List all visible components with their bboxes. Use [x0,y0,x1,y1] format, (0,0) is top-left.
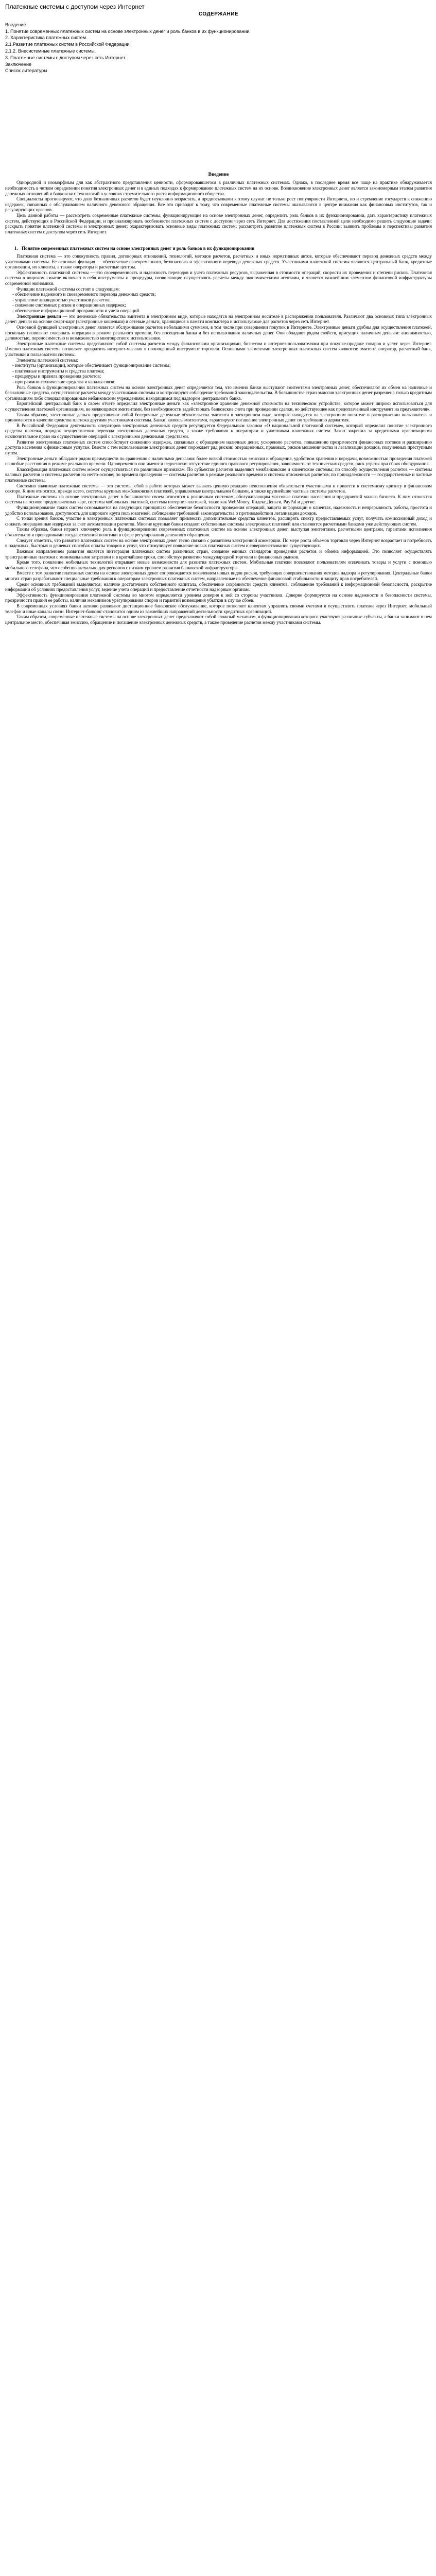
toc-item[interactable]: 3. Платежные системы с доступом через сеть Интернет. [5,55,127,60]
list-item: - снижение системных рисков и операционных издержек; [12,302,126,308]
paragraph: С точки зрения банков, участие в электронных платежных системах позволяет привлекать дополнительные средства клиентов, расширять спектр предоставляемых услуг, получать комиссионный доход и снижать операционные издержки за счет автоматизации расчетов. Многие крупные банки создают собственные системы электронных платежей или становятся расчетными банками уже действующих систем. [5,516,432,527]
paragraph: Основной функцией электронных денег является обслуживание расчетов небольшими суммами, в том числе при совершении покупок в Интернете. Электронные деньги удобны для осуществления платежей, поскольку позволяют совершать операции в режиме реального времени, без посещения банка и без использования наличных денег. Они обладают рядом свойств, присущих наличным деньгам: анонимностью, делимостью, переносимостью и возможностью многократного использования. [5,324,432,341]
paragraph: Среди основных требований выделяются: наличие достаточного собственного капитала, обеспечение сохранности средств клиентов, соблюдение требований к информационной безопасности, раскрытие информации об условиях предоставления услуг, ведение учета операций и предоставление отчетности надзорным органам. [5,581,432,592]
toc-item[interactable]: 2.1.Развитие платежных систем в Российской Федерации. [5,42,131,47]
toc-item[interactable]: Введение [5,22,26,27]
section-title: Понятие современных платежных систем на основе электронных денег и роль банков в их функционировании [22,246,255,251]
paragraph: Платежная система — это совокупность правил, договорных отношений, технологий, методов расчетов, расчетных и иных нормативных актов, которые обеспечивают перевод денежных средств между участниками системы. Ее основная функция — обеспечение своевременного, безопасного и эффективного перевода денежных средств. Участниками платежной системы являются центральный банк, кредитные организации, их клиенты, а также операторы и расчетные центры. [5,253,432,270]
paragraph: Цель данной работы — рассмотреть современные платежные системы, функционирующие на основе электронных денег, определить роль банков в их функционировании, дать характеристику платежных систем, действующих в Российской Федерации, и проанализировать особенности платежных систем с доступом через сеть Интернет. Для достижения поставленной цели необходимо решить следующие задачи: раскрыть понятие платежной системы и электронных денег; охарактеризовать основные виды платежных систем; рассмотреть развитие платежных систем в России; выявить проблемы и перспективы развития платежных систем с доступом через сеть Интернет. [5,212,432,234]
paragraph: Элементы платежной системы: [16,357,78,363]
toc-item[interactable]: 2.1.2. Внесистемные платежные системы. [5,48,96,54]
paragraph: В Российской Федерации деятельность операторов электронных денежных средств регулируется Федеральным законом «О национальной платежной системе», который определил понятие электронного средства платежа, порядок осуществления перевода электронных денежных средств, а также требования к операторам и участникам платежных систем. Закон закрепил за кредитными организациями исключительное право на осуществление операций с электронными денежными средствами. [5,422,432,439]
list-item: - обеспечение надежного и своевременного перевода денежных средств; [12,292,156,297]
paragraph: В современных условиях банки активно развивают дистанционное банковское обслуживание, которое позволяет клиентам управлять своими счетами и осуществлять платежи через Интернет, мобильный телефон и иные каналы связи. Интернет-банкинг становится одним из важнейших направлений деятельности кредитных организаций. [5,603,432,614]
list-item: - процедуры и правила проведения расчетов; [12,374,101,379]
paragraph: Эффективность функционирования платежной системы во многом определяется уровнем доверия к ней со стороны участников. Доверие формируется на основе надежности и безопасности системы, прозрачности правил ее работы, наличия механизмов урегулирования споров и гарантий возмещения убытков в случае сбоев. [5,592,432,603]
paragraph: Развитие электронных платежных систем способствует снижению издержек, связанных с обращением наличных денег, ускорению расчетов, повышению прозрачности финансовых потоков и расширению доступа населения к финансовым услугам. Вместе с тем использование электронных денег порождает ряд рисков: операционных, правовых, рисков мошенничества и легализации доходов, полученных преступным путем. [5,439,432,455]
list-item: - обеспечение информационной прозрачности и учета операций. [12,308,141,314]
paragraph: Следует отметить, что развитие платежных систем на основе электронных денег тесно связано с развитием электронной коммерции. По мере роста объемов торговли через Интернет возрастает и потребность в надежных, быстрых и дешевых способах оплаты товаров и услуг, что стимулирует появление новых платежных систем и совершенствование существующих. [5,537,432,549]
paragraph: Таким образом, банки играют ключевую роль в функционировании современных платежных систем на основе электронных денег, выступая эмитентами, расчетными центрами, гарантами исполнения обязательств и проводниками государственной политики в сфере регулирования денежного обращения. [5,527,432,538]
section-1-heading [14,246,432,251]
section-number: 1. [14,246,18,251]
paragraph: Системно значимые платежные системы — это системы, сбой в работе которых может вызвать цепную реакцию неисполнения обязательств участниками и привести к системному кризису в финансовом секторе. К ним относятся, прежде всего, системы крупных межбанковских платежей, управляемые центральными банками, а также крупнейшие частные системы расчетов. [5,483,432,494]
paragraph: Платежные системы на основе электронных денег в большинстве своем относятся к розничным системам, обслуживающим массовые платежи населения и предприятий малого бизнеса. К ним относятся системы на основе предоплаченных карт, системы мобильных платежей, системы интернет-платежей, такие как WebMoney, Яндекс.Деньги, PayPal и другие. [5,494,432,505]
table-of-contents [5,22,432,74]
toc-item[interactable]: 1. Понятие современных платежных систем на основе электронных денег и роль банков в их функционировании. [5,28,251,34]
toc-item[interactable]: 2. Характеристика платежных систем. [5,35,88,41]
introduction-section [5,172,432,234]
paragraph: Важным направлением развития является интеграция платежных систем различных стран, создание единых стандартов проведения расчетов и обмена информацией. Это позволяет осуществлять трансграничные платежи с минимальными затратами и в кратчайшие сроки, способствуя развитию международной торговли и финансовых рынков. [5,548,432,560]
paragraph: Таким образом, современные платежные системы на основе электронных денег представляют собой сложный механизм, в функционировании которого участвуют различные субъекты, а банки занимают в нем центральное место, обеспечивая эмиссию, обращение и погашение электронных денежных средств, а также проведение расчетов между участниками системы. [5,614,432,625]
paragraph: Функции платежной системы состоят в следующем: [16,286,120,292]
paragraph: Классификация платежных систем может осуществляться по различным признакам. По субъектам расчетов выделяют межбанковские и клиентские системы; по способу осуществления расчетов — системы валовых расчетов и системы расчетов на нетто-основе; по времени проведения — системы расчетов в режиме реального времени и системы отложенных расчетов; по принадлежности — государственные и частные платежные системы. [5,466,432,483]
paragraph: Электронные платежные системы представляют собой системы расчетов между финансовыми организациями, бизнесом и интернет-пользователями при покупке-продаже товаров и услуг через Интернет. Именно платежная система позволяет превратить интернет-магазин в полноценный инструмент торговли. Основными элементами электронных платежных систем являются: эмитент, оператор, расчетный банк, участники и пользователи системы. [5,341,432,357]
introduction-heading: Введение [208,172,229,178]
list-item: - институты (организации), которые обеспечивают функционирование системы; [12,363,171,368]
paragraph: Электронные деньги обладают рядом преимуществ по сравнению с наличными деньгами: более низкой стоимостью эмиссии и обращения, удобством хранения и передачи, возможностью проведения платежей на любые расстояния в режиме реального времени. Одновременно они имеют и недостатки: отсутствие единого правового регулирования, зависимость от технических средств, риск утраты при сбоях оборудования. [5,455,432,467]
paragraph: Роль банков в функционировании платежных систем на основе электронных денег определяется тем, что именно банки выступают эмитентами электронных денег, обеспечивают их обмен на наличные и безналичные средства, осуществляют расчеты между участниками системы и контролируют соблюдение требований законодательства. В большинстве стран эмиссия электронных денег разрешена только кредитным организациям либо специализированным небанковским учреждениям, находящимся под надзором центрального банка. [5,384,432,401]
inline-heading: Электронные деньги [16,313,61,319]
paragraph [5,314,432,325]
paragraph: Кроме того, появление мобильных технологий открывает новые возможности для развития платежных систем. Мобильные платежи позволяют пользователям оплачивать товары и услуги с помощью мобильного телефона, что особенно актуально для регионов с низким уровнем развития банковской инфраструктуры. [5,560,432,570]
paragraph: Таким образом, электронные деньги представляют собой бессрочные денежные обязательства эмитента в электронном виде, которые находятся на электронном носителе в распоряжении пользователя и принимаются в качестве средства платежа другими участниками системы. Банки, являясь эмитентами, гарантируют погашение электронных денег по требованию держателя. [5,412,432,423]
paragraph: Функционирование таких систем основывается на следующих принципах: обеспечение безопасности проведения операций, защита информации о клиентах, надежность и непрерывность работы, простота и удобство использования, доступность для широкого круга пользователей, соблюдение требований законодательства о противодействии легализации доходов. [5,505,432,516]
paragraph: Однородной и изоморфным для как абстрактного представления ценности, сформировавшегося в различных платежных системах. Однако, в последнее время все чаще на практике обнаруживается необходимость в четком определении понятия электронных денег и в единых подходах к формированию платежных систем на их основе. Возникновение электронных денег является закономерным этапом развития денежных отношений и банковских технологий в условиях стремительного роста информационного общества. [5,180,432,196]
section-1 [5,246,432,625]
paragraph: Эффективность платежной системы — это своевременность и надежность переводов и учета платежных ресурсов, выраженная в стоимости операций, скорости их проведения и степени рисков. Платежная система в широком смысле включает в себя инструменты и процедуры, позволяющие осуществлять расчеты между экономическими агентами, и является важнейшим элементом финансовой инфраструктуры современной экономики. [5,269,432,286]
toc-item[interactable]: Заключение [5,61,31,67]
paragraph: Вместе с тем развитие платежных систем на основе электронных денег сопровождается появлением новых видов рисков, требующих совершенствования методов надзора и регулирования. Центральные банки многих стран разрабатывают специальные требования к операторам электронных платежных систем, направленные на обеспечение финансовой стабильности и защиту прав потребителей. [5,570,432,581]
paragraph-group [5,385,432,625]
toc-item[interactable]: Список литературы [5,68,47,74]
document-title: Платежные системы с доступом через Интернет [5,3,145,10]
paragraph: Специалисты прогнозируют, что доля безналичных расчетов будет неуклонно возрастать, а предпосылками к этому служат не только рост популярности Интернета, но и стремление государств к снижению издержек, связанных с обслуживанием наличного денежного обращения. Все это приводит к тому, что современные платежные системы оказываются в центре внимания как финансовых институтов, так и регулирующих органов. [5,196,432,213]
list-item: - программно-технические средства и каналы связи. [12,379,116,384]
list-item: - управление ликвидностью участников расчетов; [12,297,111,302]
inline-text: — это денежные обязательства эмитента в электронном виде, которые находятся на электронном носителе в распоряжении пользователя. Различают два основных типа электронных денег: деньги на основе смарт-карт (электронные кошельки) и сетевые деньги, хранящиеся в памяти компьютера и используемые для расчетов через сеть Интернет. [5,313,432,325]
toc-heading: СОДЕРЖАНИЕ [198,11,239,18]
paragraph: Европейский центральный банк в своем отчете определил электронные деньги как «электронное хранение денежной стоимости на техническом устройстве, которое может широко использоваться для осуществления платежей организациям, не являющимся эмитентами, без необходимости задействовать банковские счета при проведении сделки, но действующее как предоплаченный инструмент на предъявителя». [5,401,432,412]
list-item: - платежные инструменты и средства платежа; [12,368,104,374]
